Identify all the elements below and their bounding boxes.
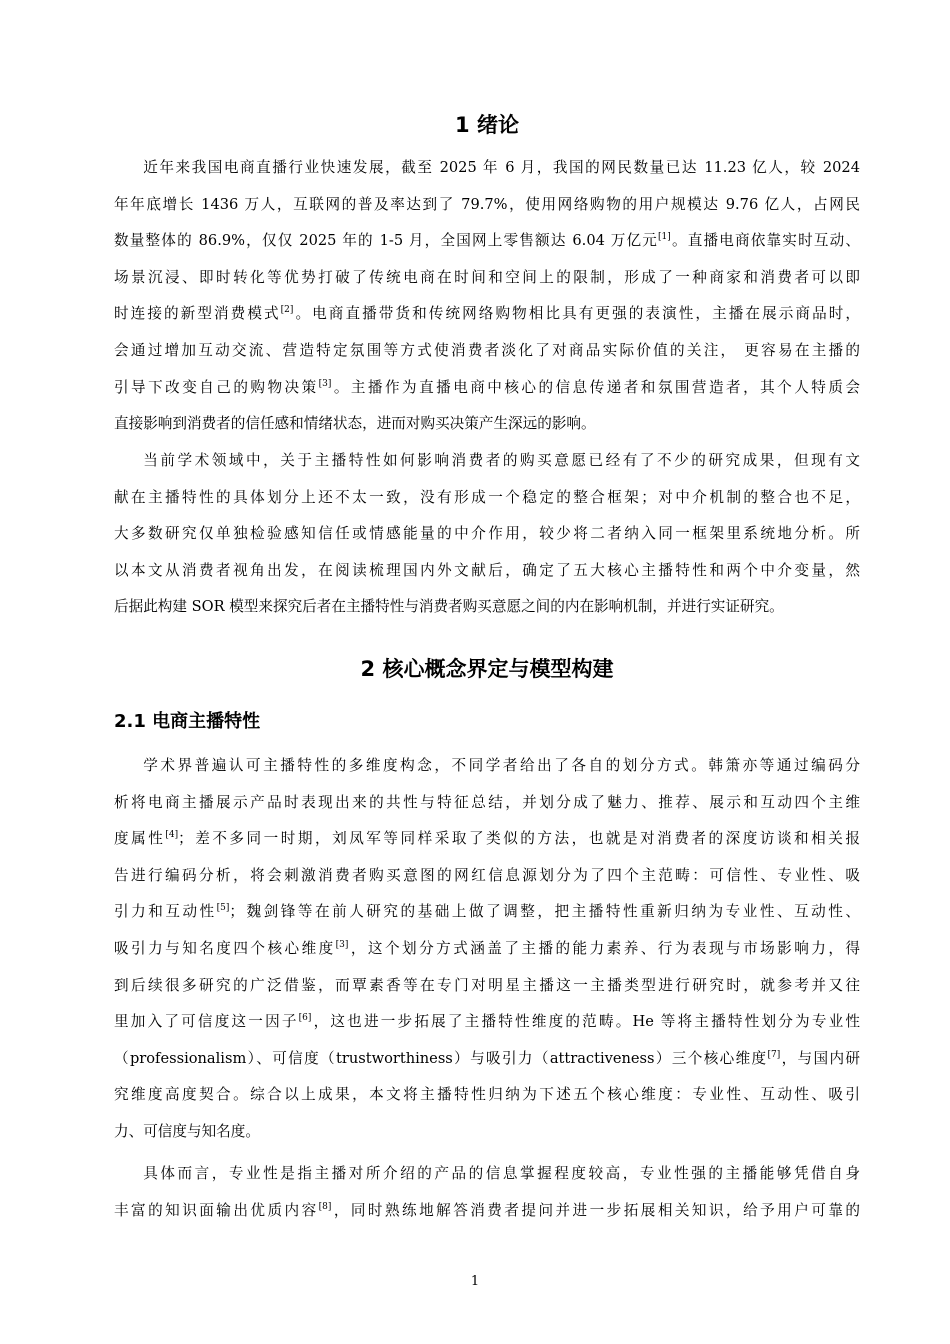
text-line: 吸引力与知名度四个核心维度[3]，这个划分方式涵盖了主播的能力素养、行为表现与市场影响力，得 — [114, 939, 860, 957]
paragraph-1-2 — [114, 443, 860, 626]
text-line: 当前学术领域中，关于主播特性如何影响消费者的购买意愿已经有了不少的研究成果，但现有文 — [143, 452, 860, 469]
page-number: 1 — [470, 1274, 480, 1289]
citation-3b[interactable]: [3] — [335, 940, 349, 951]
text-line: 时连接的新型消费模式[2]。电商直播带货和传统网络购物相比具有更强的表演性，主播在展示商品时， — [114, 305, 860, 323]
text-line: 引力和互动性[5]；魏剑锋等在前人研究的基础上做了调整，把主播特性重新归纳为专业性、互动性、 — [114, 903, 860, 921]
text-line: 后据此构建 SOR 模型来探究后者在主播特性与消费者购买意愿之间的内在影响机制，并进行实证研究。 — [114, 598, 784, 616]
citation-7[interactable]: [7] — [767, 1049, 781, 1060]
text-line: 直接影响到消费者的信任感和情绪状态，进而对购买决策产生深远的影响。 — [114, 415, 596, 433]
text-line: 场景沉浸、即时转化等优势打破了传统电商在时间和空间上的限制，形成了一种商家和消费者可以即 — [114, 268, 860, 286]
text-line: 丰富的知识面输出优质内容[8]，同时熟练地解答消费者提问并进一步拓展相关知识，给予用户可靠的 — [114, 1201, 860, 1219]
section-heading-1: 1 绪论 — [455, 113, 519, 137]
text-line: （professionalism）、可信度（trustworthiness）与吸引力（attractiveness）三个核心维度[7]，与国内研 — [114, 1049, 860, 1067]
paragraph-2-1-1 — [114, 748, 860, 1151]
text-line: 到后续很多研究的广泛借鉴，而覃素香等在专门对明星主播这一主播类型进行研究时，就参考并又往 — [114, 976, 860, 994]
citation-5[interactable]: [5] — [216, 903, 230, 914]
text-line: 以本文从消费者视角出发，在阅读梳理国内外文献后，确定了五大核心主播特性和两个中介变量，然 — [114, 561, 860, 579]
citation-4[interactable]: [4] — [165, 830, 179, 841]
text-line: 具体而言，专业性是指主播对所介绍的产品的信息掌握程度较高，专业性强的主播能够凭借自身 — [143, 1165, 860, 1182]
text-line: 析将电商主播展示产品时表现出来的共性与特征总结，并划分成了魅力、推荐、展示和互动四个主维 — [114, 793, 860, 811]
text-line: 引导下改变自己的购物决策[3]。主播作为直播电商中核心的信息传递者和氛围营造者，其个人特质会 — [114, 378, 860, 396]
citation-6[interactable]: [6] — [298, 1013, 312, 1024]
text-line: 度属性[4]；差不多同一时期，刘凤军等同样采取了类似的方法，也就是对消费者的深度访谈和相关报 — [114, 830, 860, 848]
text-line: 学术界普遍认可主播特性的多维度构念，不同学者给出了各自的划分方式。韩箫亦等通过编码分 — [143, 757, 860, 774]
subsection-heading-2-1: 2.1 电商主播特性 — [114, 711, 261, 732]
citation-2[interactable]: [2] — [280, 305, 294, 316]
text-line: 力、可信度与知名度。 — [114, 1122, 260, 1140]
text-line: 近年来我国电商直播行业快速发展，截至 2025 年 6 月，我国的网民数量已达 11.23 亿人，较 2024 — [143, 159, 860, 176]
text-line: 献在主播特性的具体划分上还不太一致，没有形成一个稳定的整合框架；对中介机制的整合也不足， — [114, 488, 860, 506]
text-line: 究维度高度契合。综合以上成果，本文将主播特性归纳为下述五个核心维度：专业性、互动性、吸引 — [114, 1086, 860, 1104]
paragraph-1-1 — [114, 150, 860, 443]
text-line: 里加入了可信度这一因子[6]，这也进一步拓展了主播特性维度的范畴。He 等将主播特性划分为专业性 — [114, 1013, 860, 1031]
section-heading-2: 2 核心概念界定与模型构建 — [360, 657, 614, 681]
text-line: 告进行编码分析，将会刺激消费者购买意图的网红信息源划分为了四个主范畴：可信性、专业性、吸 — [114, 866, 860, 884]
text-line: 年年底增长 1436 万人，互联网的普及率达到了 79.7%，使用网络购物的用户规模达 9.76 亿人，占网民 — [114, 195, 860, 213]
paragraph-2-1-2 — [114, 1156, 860, 1229]
citation-3[interactable]: [3] — [318, 378, 332, 389]
citation-8[interactable]: [8] — [318, 1201, 332, 1212]
text-line: 大多数研究仅单独检验感知信任或情感能量的中介作用，较少将二者纳入同一框架里系统地分析。所 — [114, 525, 860, 543]
citation-1[interactable]: [1] — [658, 232, 671, 243]
text-line: 会通过增加互动交流、营造特定氛围等方式使消费者淡化了对商品实际价值的关注， 更容易在主播的 — [114, 341, 860, 359]
text-line: 数量整体的 86.9%，仅仅 2025 年的 1-5 月，全国网上零售额达 6.04 万亿元[1]。直播电商依靠实时互动、 — [114, 232, 860, 250]
